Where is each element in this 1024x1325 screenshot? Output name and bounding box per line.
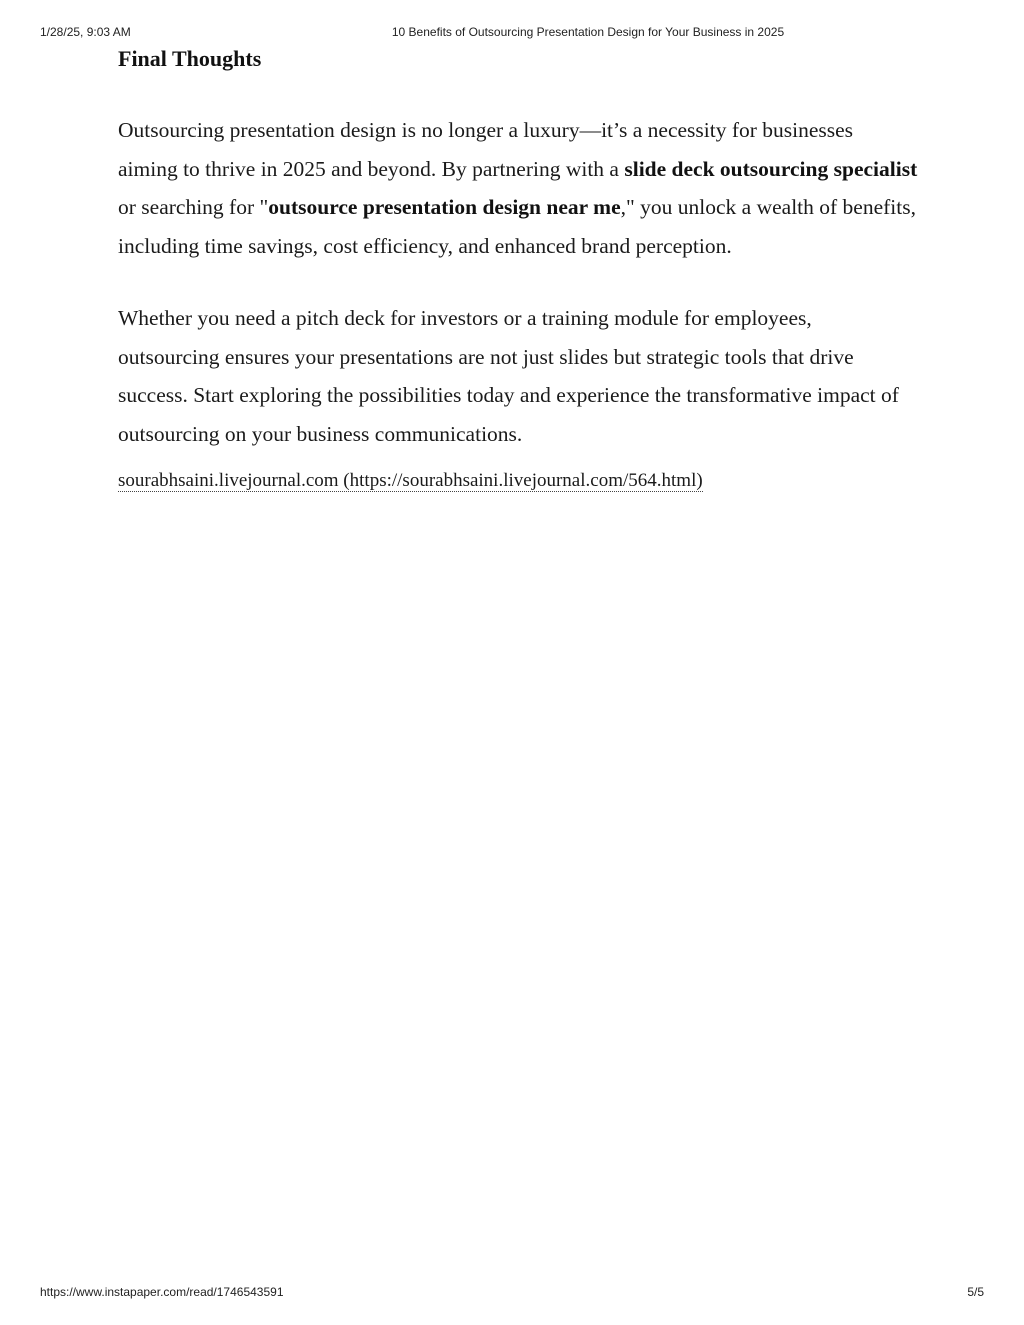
paragraph-1-text-2: or searching for " <box>118 195 269 219</box>
page-number: 5/5 <box>967 1285 984 1299</box>
print-date: 1/28/25, 9:03 AM <box>40 25 131 39</box>
section-heading: Final Thoughts <box>118 46 262 71</box>
source-link[interactable]: sourabhsaini.livejournal.com (https://sourabhsaini.livejournal.com/564.html) <box>118 470 703 491</box>
article-body <box>118 44 918 495</box>
paragraph-1-text-1: Outsourcing presentation design is no longer a luxury—it’s a necessity for businesses aiming to thrive in 2025 and beyond. By partnering with a <box>118 118 854 181</box>
print-footer <box>0 1285 1024 1301</box>
bold-phrase-slide-deck: slide deck outsourcing specialist <box>624 156 918 181</box>
print-header <box>0 25 1024 41</box>
bold-phrase-outsource-near-me: outsource presentation design near me <box>268 195 621 219</box>
print-url: https://www.instapaper.com/read/1746543591 <box>40 1285 284 1299</box>
paragraph-2: Whether you need a pitch deck for investors or a training module for employees, outsourcing ensures your presentations are not just slides but strategic tools that drive success. Start exploring the possibilities today and experience the transformative impact of outsourcing on your business communications. <box>118 306 899 446</box>
source-line <box>118 467 918 495</box>
print-page-title: 10 Benefits of Outsourcing Presentation Design for Your Business in 2025 <box>391 25 785 39</box>
paragraph-1 <box>118 111 918 265</box>
paragraph-1-text-3: ," you unlock a wealth of benefits, including time savings, cost efficiency, and enhanced brand perception. <box>118 195 916 258</box>
